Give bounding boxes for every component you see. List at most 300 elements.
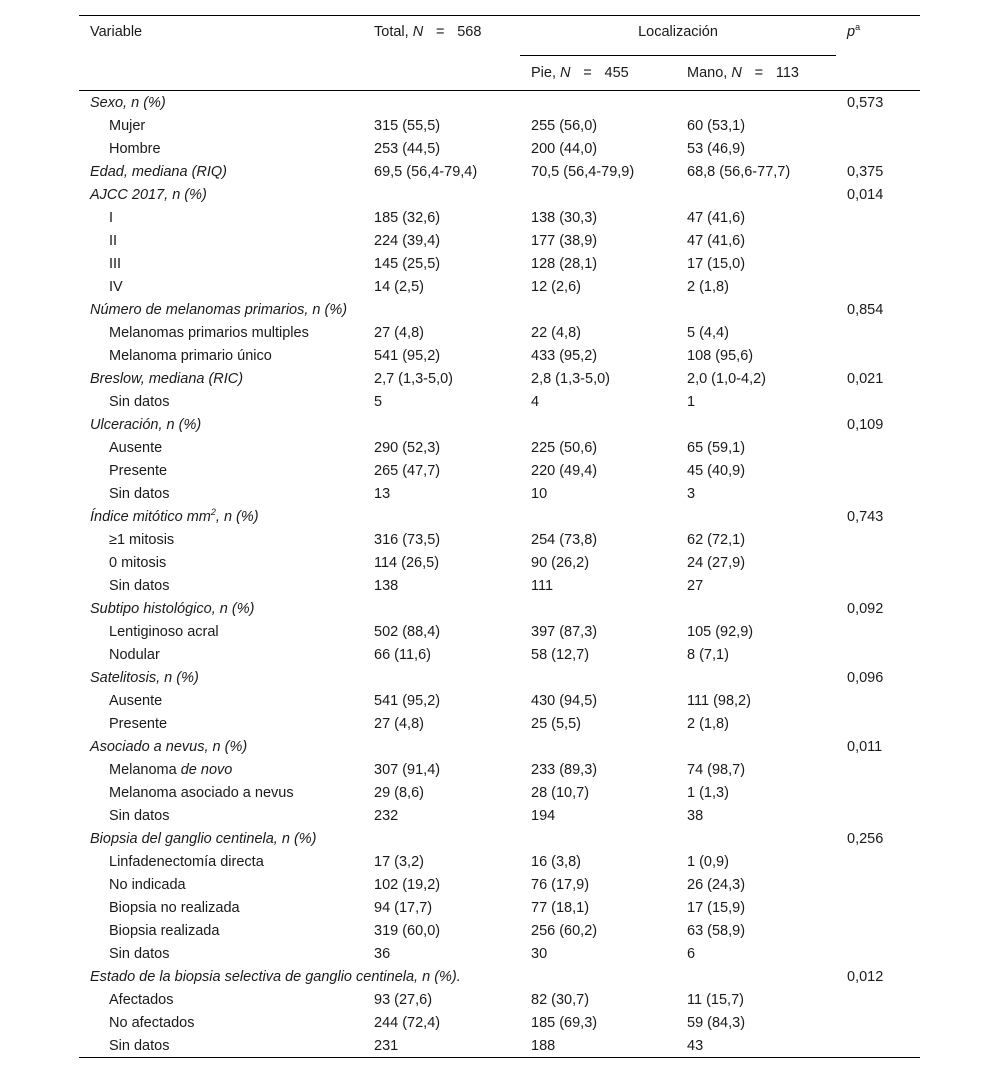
cell-total: 253 (44,5)	[374, 140, 441, 157]
cell-variable	[79, 482, 363, 505]
variable-label: III	[109, 255, 122, 272]
cell-variable	[79, 505, 363, 528]
cell-variable	[79, 160, 363, 183]
cell-total: 27 (4,8)	[374, 715, 424, 732]
cell-variable	[79, 574, 363, 597]
table-group-row	[79, 298, 920, 321]
cell-pie	[520, 827, 676, 850]
variable-label: Subtipo histológico, n (%)	[90, 600, 255, 617]
table-row	[79, 896, 920, 919]
table-row	[79, 390, 920, 413]
cell-mano: 1 (1,3)	[687, 784, 729, 801]
cell-total	[363, 827, 520, 850]
cell-mano: 17 (15,9)	[687, 899, 746, 916]
header-pie-eq: =	[583, 65, 592, 81]
cell-p-value	[836, 689, 920, 712]
variable-label: Sin datos	[109, 393, 170, 410]
table-header	[79, 16, 920, 91]
cell-variable	[79, 896, 363, 919]
variable-label-superscript: 2	[210, 506, 216, 517]
cell-total: 94 (17,7)	[374, 899, 433, 916]
cell-mano	[676, 597, 836, 620]
cell-p-value: 0,375	[847, 163, 884, 180]
cell-pie	[520, 597, 676, 620]
header-total-n: N	[412, 24, 424, 40]
cell-mano: 27	[687, 577, 704, 594]
table-row	[79, 482, 920, 505]
cell-total: 5	[374, 393, 383, 410]
header-p-superscript: a	[855, 22, 861, 32]
cell-variable	[79, 804, 363, 827]
variable-label: Afectados	[109, 991, 174, 1008]
header-empty-2	[363, 56, 520, 91]
table-row	[79, 1011, 920, 1034]
cell-variable	[79, 666, 363, 689]
cell-p-value	[836, 459, 920, 482]
cell-pie: 90 (26,2)	[531, 554, 590, 571]
cell-pie: 4	[531, 393, 540, 410]
variable-label: Linfadenectomía directa	[109, 853, 264, 870]
table-row	[79, 321, 920, 344]
header-total-label: Total,	[374, 24, 409, 40]
cell-pie	[520, 413, 676, 436]
table-row	[79, 114, 920, 137]
header-empty-3	[836, 56, 920, 91]
cell-variable	[79, 344, 363, 367]
cell-pie: 2,8 (1,3-5,0)	[531, 370, 610, 387]
cell-mano	[676, 91, 836, 115]
table-body	[79, 91, 920, 1058]
variable-label: Sin datos	[109, 945, 170, 962]
cell-total: 231	[363, 1034, 520, 1058]
cell-p-value	[836, 321, 920, 344]
cell-pie: 12 (2,6)	[531, 278, 581, 295]
cell-variable	[79, 551, 363, 574]
cell-mano: 3	[687, 485, 696, 502]
cell-pie: 188	[520, 1034, 676, 1058]
cell-p-value	[836, 988, 920, 1011]
cell-variable	[79, 252, 363, 275]
variable-label: No afectados	[109, 1014, 195, 1031]
cell-variable	[79, 712, 363, 735]
cell-pie: 430 (94,5)	[531, 692, 598, 709]
cell-mano: 24 (27,9)	[687, 554, 746, 571]
header-total	[363, 16, 520, 56]
cell-pie: 233 (89,3)	[531, 761, 598, 778]
header-row-1	[79, 16, 920, 56]
table-group-row	[79, 965, 920, 988]
cell-p-value: 0,109	[847, 416, 884, 433]
header-variable: Variable	[79, 16, 363, 56]
variable-label: Sin datos	[109, 485, 170, 502]
cell-total: 13	[374, 485, 391, 502]
cell-variable	[79, 390, 363, 413]
cell-variable	[79, 1034, 363, 1058]
cell-pie	[520, 666, 676, 689]
cell-p-value	[836, 574, 920, 597]
cell-p-value	[836, 781, 920, 804]
cell-mano: 108 (95,6)	[687, 347, 754, 364]
variable-label: Índice mitótico mm	[90, 508, 211, 525]
cell-p-value	[836, 114, 920, 137]
variable-label: Biopsia no realizada	[109, 899, 240, 916]
variable-label: Ausente	[109, 439, 163, 456]
cell-variable	[79, 1011, 363, 1034]
cell-variable	[79, 643, 363, 666]
cell-total: 69,5 (56,4-79,4)	[374, 163, 478, 180]
cell-pie: 254 (73,8)	[531, 531, 598, 548]
cell-total: 138	[374, 577, 399, 594]
cell-mano: 17 (15,0)	[687, 255, 746, 272]
header-mano-eq: =	[754, 65, 764, 81]
cell-mano: 45 (40,9)	[687, 462, 746, 479]
variable-label: Asociado a nevus, n (%)	[90, 738, 248, 755]
variable-label: Biopsia del ganglio centinela, n (%)	[90, 830, 317, 847]
cell-mano	[676, 666, 836, 689]
cell-p-value	[836, 229, 920, 252]
cell-total	[363, 666, 520, 689]
cell-variable	[79, 919, 363, 942]
cell-total: 145 (25,5)	[374, 255, 441, 272]
cell-variable	[79, 91, 363, 115]
table-row	[79, 804, 920, 827]
cell-mano: 5 (4,4)	[687, 324, 729, 341]
cell-p-value: 0,014	[847, 186, 884, 203]
cell-p-value	[836, 252, 920, 275]
cell-total: 244 (72,4)	[374, 1014, 441, 1031]
variable-label: Número de melanomas primarios, n (%)	[90, 301, 348, 318]
cell-p-value: 0,012	[847, 968, 884, 985]
cell-mano	[676, 735, 836, 758]
cell-total	[363, 413, 520, 436]
table-group-row	[79, 827, 920, 850]
cell-pie	[520, 505, 676, 528]
cell-total	[363, 505, 520, 528]
cell-pie: 111	[531, 577, 554, 594]
cell-mano: 2,0 (1,0-4,2)	[687, 370, 766, 387]
cell-mano: 62 (72,1)	[687, 531, 746, 548]
cell-variable	[79, 689, 363, 712]
header-mano	[676, 56, 836, 91]
cell-total	[363, 183, 520, 206]
cell-mano: 59 (84,3)	[687, 1014, 746, 1031]
cell-pie: 30	[531, 945, 548, 962]
cell-p-value	[836, 712, 920, 735]
cell-pie: 70,5 (56,4-79,9)	[531, 163, 635, 180]
cell-mano: 111 (98,2)	[687, 692, 751, 709]
header-pie-n: N	[560, 65, 571, 81]
cell-total: 541 (95,2)	[374, 347, 441, 364]
cell-total: 232	[374, 807, 399, 824]
cell-mano: 74 (98,7)	[687, 761, 746, 778]
cell-total: 290 (52,3)	[374, 439, 441, 456]
cell-mano: 60 (53,1)	[687, 117, 746, 134]
cell-total: 66 (11,6)	[374, 646, 431, 663]
cell-total	[363, 91, 520, 115]
cell-p-value	[836, 896, 920, 919]
cell-pie: 22 (4,8)	[531, 324, 581, 341]
cell-variable	[79, 367, 363, 390]
cell-variable	[79, 413, 363, 436]
cell-mano: 105 (92,9)	[687, 623, 754, 640]
cell-p-value	[836, 275, 920, 298]
table-row	[79, 551, 920, 574]
cell-p-value	[836, 919, 920, 942]
cell-total: 27 (4,8)	[374, 324, 424, 341]
data-table-container	[79, 15, 920, 1058]
table-row	[79, 229, 920, 252]
variable-label: Breslow, mediana (RIC)	[90, 370, 244, 387]
table-row	[79, 252, 920, 275]
header-pie-value: 455	[604, 65, 629, 81]
cell-pie: 255 (56,0)	[531, 117, 598, 134]
cell-pie: 77 (18,1)	[531, 899, 590, 916]
table-row	[79, 942, 920, 965]
header-total-eq: =	[435, 24, 445, 40]
cell-mano: 65 (59,1)	[687, 439, 746, 456]
cell-variable	[79, 114, 363, 137]
cell-pie	[520, 965, 676, 988]
table-group-row	[79, 505, 920, 528]
header-p-label: p	[847, 24, 856, 40]
cell-p-value: 0,573	[847, 94, 884, 111]
variable-label-suffix: , n (%)	[215, 508, 259, 525]
header-total-value: 568	[457, 24, 482, 40]
cell-mano: 53 (46,9)	[687, 140, 746, 157]
variable-label: Biopsia realizada	[109, 922, 220, 939]
table-group-row	[79, 735, 920, 758]
cell-total: 93 (27,6)	[374, 991, 433, 1008]
cell-total: 319 (60,0)	[374, 922, 441, 939]
variable-label: 0 mitosis	[109, 554, 167, 571]
cell-p-value	[836, 137, 920, 160]
cell-variable	[79, 620, 363, 643]
table-row	[79, 344, 920, 367]
cell-p-value	[836, 1011, 920, 1034]
cell-pie: 28 (10,7)	[531, 784, 590, 801]
variable-label: Melanomas primarios multiples	[109, 324, 309, 341]
cell-variable	[79, 229, 363, 252]
cell-variable	[79, 758, 363, 781]
cell-variable	[79, 597, 363, 620]
cell-variable	[79, 137, 363, 160]
cell-p-value: 0,854	[847, 301, 884, 318]
variable-label: Sexo, n (%)	[90, 94, 166, 111]
cell-total	[363, 298, 520, 321]
table-row	[79, 528, 920, 551]
variable-label: Edad, mediana (RIQ)	[90, 163, 228, 180]
header-p	[836, 16, 920, 56]
variable-label: Sin datos	[109, 807, 170, 824]
table-group-row	[79, 666, 920, 689]
table-row	[79, 988, 920, 1011]
cell-p-value	[836, 643, 920, 666]
variable-label: II	[109, 232, 118, 249]
cell-pie: 138 (30,3)	[531, 209, 598, 226]
cell-p-value: 0,096	[847, 669, 884, 686]
cell-mano: 6	[687, 945, 696, 962]
cell-mano: 38	[687, 807, 704, 824]
cell-mano: 2 (1,8)	[687, 715, 729, 732]
cell-mano: 1	[687, 393, 696, 410]
cell-mano: 47 (41,6)	[687, 232, 746, 249]
variable-label: Presente	[109, 715, 168, 732]
cell-p-value	[836, 206, 920, 229]
cell-variable	[79, 206, 363, 229]
cell-variable	[79, 298, 363, 321]
cell-mano: 1 (0,9)	[687, 853, 729, 870]
variable-label: Estado de la biopsia selectiva de ganglio centinela, n (%).	[90, 968, 461, 985]
cell-pie	[520, 735, 676, 758]
variable-label: Mujer	[109, 117, 146, 134]
cell-pie: 185 (69,3)	[531, 1014, 598, 1031]
cell-p-value: 0,092	[847, 600, 884, 617]
variable-label: I	[109, 209, 114, 226]
header-empty-1	[79, 56, 363, 91]
cell-mano: 8 (7,1)	[687, 646, 729, 663]
cell-pie	[520, 298, 676, 321]
table-row	[79, 436, 920, 459]
cell-mano: 47 (41,6)	[687, 209, 746, 226]
cell-p-value	[836, 482, 920, 505]
cell-pie: 256 (60,2)	[531, 922, 598, 939]
header-mano-n: N	[731, 65, 742, 81]
cell-p-value	[836, 620, 920, 643]
variable-label: Melanoma asociado a nevus	[109, 784, 294, 801]
table-row	[79, 275, 920, 298]
cell-p-value: 0,021	[847, 370, 884, 387]
cell-mano: 2 (1,8)	[687, 278, 729, 295]
header-localizacion: Localización	[520, 16, 836, 56]
table-group-row	[79, 160, 920, 183]
table-group-row	[79, 91, 920, 115]
variable-label: Melanoma primario único	[109, 347, 272, 364]
cell-p-value	[836, 528, 920, 551]
cell-mano	[676, 183, 836, 206]
variable-label: Presente	[109, 462, 168, 479]
variable-label: Hombre	[109, 140, 161, 157]
cell-p-value	[836, 390, 920, 413]
cell-variable	[79, 965, 461, 988]
cell-variable	[79, 528, 363, 551]
header-pie	[520, 56, 676, 91]
cell-p-value: 0,743	[847, 508, 884, 525]
cell-pie: 220 (49,4)	[531, 462, 598, 479]
cell-variable	[79, 275, 363, 298]
cell-total: 265 (47,7)	[374, 462, 441, 479]
cell-mano: 11 (15,7)	[687, 991, 744, 1008]
cell-total: 17 (3,2)	[374, 853, 424, 870]
table-row	[79, 712, 920, 735]
cell-p-value: 0,256	[847, 830, 884, 847]
header-mano-value: 113	[775, 65, 799, 81]
variable-label: Ausente	[109, 692, 163, 709]
cell-total	[363, 597, 520, 620]
header-row-2	[79, 56, 920, 91]
cell-pie: 433 (95,2)	[531, 347, 598, 364]
cell-mano: 43	[676, 1034, 836, 1058]
cell-p-value	[836, 942, 920, 965]
cell-mano: 63 (58,9)	[687, 922, 746, 939]
cell-pie	[520, 91, 676, 115]
cell-total: 14 (2,5)	[374, 278, 424, 295]
table-row	[79, 919, 920, 942]
table-row	[79, 137, 920, 160]
cell-total: 29 (8,6)	[374, 784, 424, 801]
cell-pie: 177 (38,9)	[531, 232, 598, 249]
cell-mano: 26 (24,3)	[687, 876, 746, 893]
variable-label: Sin datos	[109, 577, 170, 594]
table-row	[79, 643, 920, 666]
table-row	[79, 459, 920, 482]
table-row	[79, 620, 920, 643]
cell-p-value	[836, 804, 920, 827]
variable-label: ≥1 mitosis	[109, 531, 175, 548]
cell-variable	[79, 459, 363, 482]
cell-mano: 68,8 (56,6-77,7)	[687, 163, 791, 180]
cell-mano	[676, 965, 836, 988]
table-row	[79, 206, 920, 229]
table-row	[79, 781, 920, 804]
cell-variable	[79, 850, 363, 873]
cell-p-value	[836, 436, 920, 459]
cell-variable	[79, 735, 363, 758]
table-group-row	[79, 183, 920, 206]
table-row	[79, 1034, 920, 1058]
cell-variable	[79, 436, 363, 459]
cell-variable	[79, 781, 363, 804]
variable-label: Ulceración, n (%)	[90, 416, 202, 433]
variable-label: Nodular	[109, 646, 160, 663]
variable-label: No indicada	[109, 876, 186, 893]
header-pie-label: Pie,	[531, 65, 556, 81]
table-row	[79, 758, 920, 781]
cell-p-value	[836, 873, 920, 896]
table-group-row	[79, 367, 920, 390]
cell-variable	[79, 827, 363, 850]
cell-pie: 10	[531, 485, 548, 502]
variable-label: IV	[109, 278, 123, 295]
cell-total: 315 (55,5)	[374, 117, 441, 134]
variable-label-italic: de novo	[180, 761, 233, 778]
cell-pie: 82 (30,7)	[531, 991, 590, 1008]
cell-p-value	[836, 344, 920, 367]
cell-pie: 128 (28,1)	[531, 255, 598, 272]
cell-total: 102 (19,2)	[374, 876, 441, 893]
cell-mano	[676, 413, 836, 436]
cell-variable	[79, 988, 363, 1011]
table-row	[79, 873, 920, 896]
cell-p-value: 0,011	[847, 738, 883, 755]
cell-pie: 25 (5,5)	[531, 715, 581, 732]
table-row	[79, 689, 920, 712]
cell-variable	[79, 942, 363, 965]
cell-variable	[79, 873, 363, 896]
table-row	[79, 850, 920, 873]
cell-p-value	[836, 850, 920, 873]
cell-p-value	[836, 758, 920, 781]
cell-pie: 58 (12,7)	[531, 646, 590, 663]
cell-pie: 194	[531, 807, 556, 824]
variable-label: Satelitosis, n (%)	[90, 669, 199, 686]
variable-label: Lentiginoso acral	[109, 623, 219, 640]
cell-pie: 225 (50,6)	[531, 439, 598, 456]
melanoma-characteristics-table	[79, 15, 920, 1058]
cell-mano	[676, 827, 836, 850]
cell-variable	[79, 321, 363, 344]
cell-mano	[676, 298, 836, 321]
variable-label: Sin datos	[109, 1037, 170, 1054]
